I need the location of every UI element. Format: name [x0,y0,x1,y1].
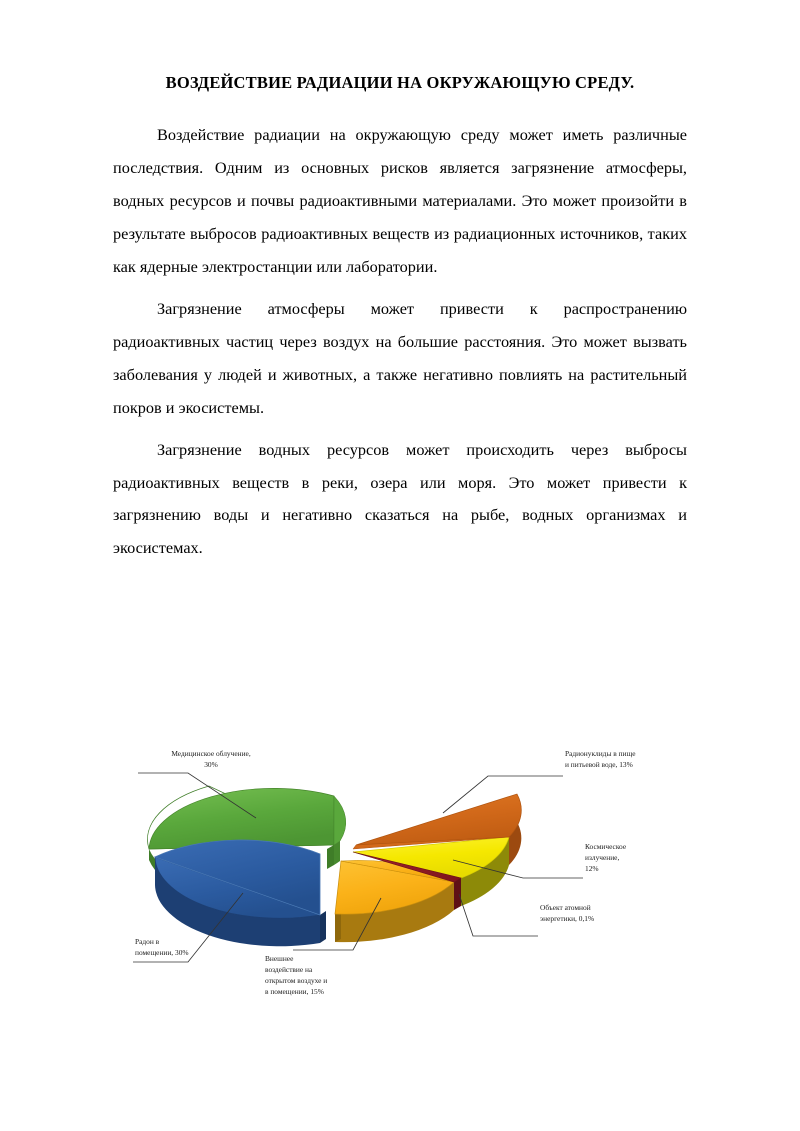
label-external-line2: воздействие на [265,965,313,974]
slice-side-medical-right [327,845,334,869]
paragraph-3: Загрязнение водных ресурсов может происходить через выбросы радиоактивных веществ в реки, озера или моря. Это может привести к загрязнению воды и негативно сказаться на рыбе, водных организмах и экосистемах. [113,439,687,558]
page-title: ВОЗДЕЙСТВИЕ РАДИАЦИИ НА ОКРУЖАЮЩУЮ СРЕДУ. [165,73,635,92]
paragraph-1: Воздействие радиации на окружающую среду может иметь различные последствия. Одним из основных рисков является загрязнение атмосферы, водных ресурсов и почвы радиоактивными материалами. Это может произойти в результате выбросов радиоактивных веществ из радиационных источников, таких как ядерные электростанции или лаборатории. [113,125,687,277]
slice-side-medical [149,849,155,870]
pie-chart-figure [113,718,687,1008]
slice-side-nuclear [454,878,461,910]
slice-radionuclides[interactable] [356,794,521,845]
label-external-line3: открытом воздухе и [265,976,328,985]
document-body [113,72,687,574]
label-radon-value: помещении, 30% [135,948,189,957]
label-cosmic-value: 12% [585,864,599,873]
label-radionuclides: Радионуклиды в пище [565,749,636,758]
slice-medical-upper[interactable] [334,796,346,845]
label-nuclear-object: Объект атомной [540,903,591,912]
pie-chart-svg [113,718,687,1008]
label-radon: Радон в [135,937,160,946]
label-nuclear-object-value: энергетики, 0,1% [540,914,595,923]
slice-side-external-left [335,911,341,942]
label-cosmic-line2: излучение, [585,853,620,862]
label-external: Внешнее [265,954,294,963]
label-radionuclides-value: и питьевой воде, 13% [565,760,633,769]
label-medical-value: 30% [204,760,218,769]
slice-side-radon-edge [320,911,326,943]
label-cosmic: Космическое [585,842,627,851]
paragraph-2: Загрязнение атмосферы может привести к распространению радиоактивных частиц через воздух на большие расстояния. Это может вызвать заболевания у людей и животных, а также негативно повлиять на растительный покров и экосистемы. [113,298,687,417]
label-medical: Медицинское облучение, [171,749,251,758]
label-external-value: в помещении, 15% [265,987,324,996]
